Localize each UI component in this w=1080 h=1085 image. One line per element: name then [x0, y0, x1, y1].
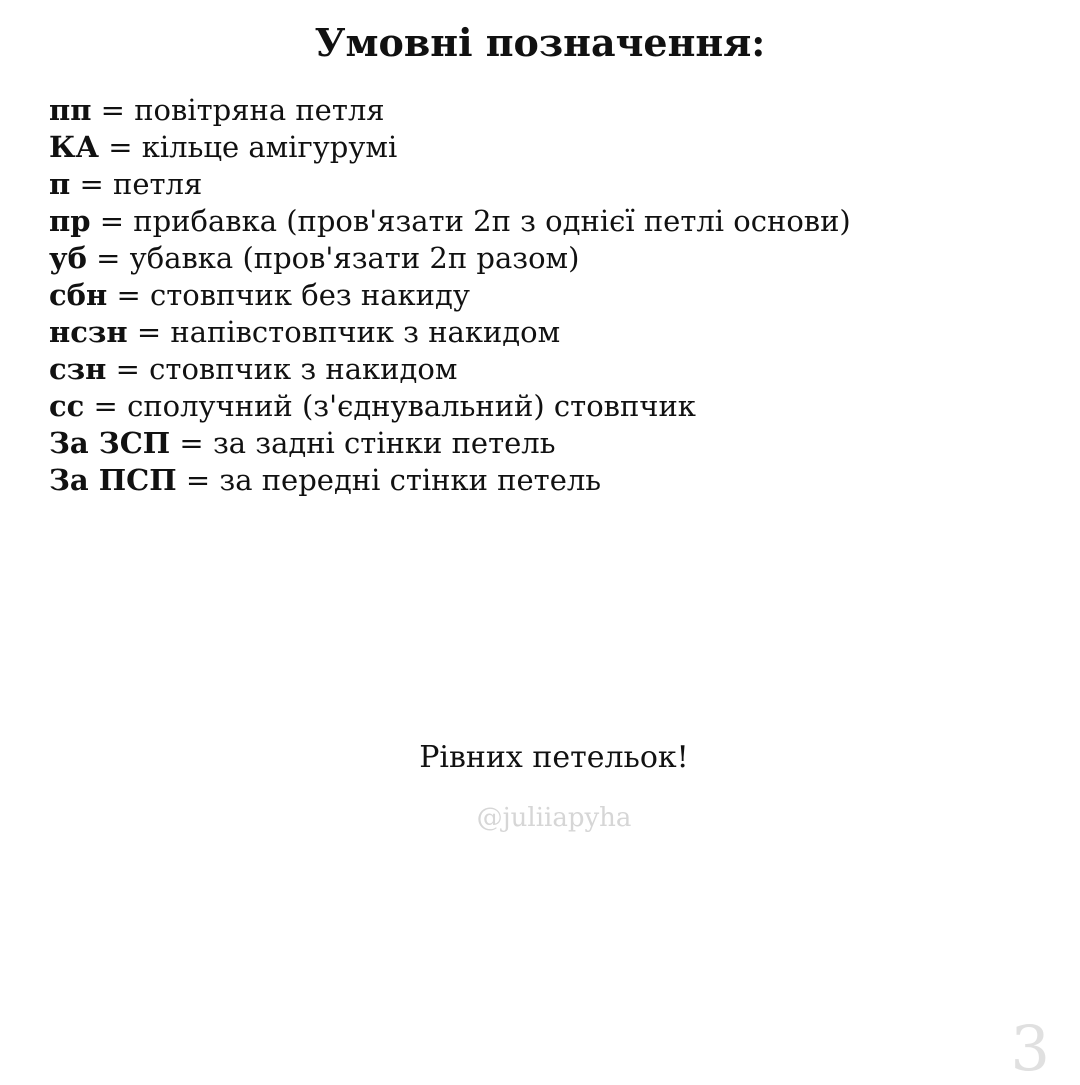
legend-separator: =	[106, 352, 150, 386]
legend-item	[49, 351, 1029, 388]
legend-item	[49, 425, 1029, 462]
legend-meaning: за задні стінки петель	[212, 426, 556, 460]
legend-item	[49, 314, 1029, 351]
legend-abbr: сс	[49, 389, 85, 423]
legend-meaning: сполучний (з'єднувальний) стовпчик	[127, 389, 696, 423]
legend-separator: =	[70, 167, 113, 201]
legend-meaning: убавка (пров'язати 2п разом)	[129, 241, 580, 275]
footer-message-text: Рівних петельок!	[419, 740, 689, 775]
legend-abbr: КА	[49, 130, 99, 164]
legend-item	[49, 129, 1029, 166]
legend-separator: =	[127, 315, 171, 349]
legend-meaning: за передні стінки петель	[219, 463, 602, 497]
legend-abbr: нсзн	[49, 315, 128, 349]
legend-list	[49, 92, 1029, 499]
legend-separator: =	[99, 130, 142, 164]
legend-meaning: стовпчик без накиду	[149, 278, 470, 312]
legend-abbr: пп	[49, 93, 92, 127]
page-number: 3	[1010, 1012, 1050, 1085]
legend-abbr: уб	[49, 241, 87, 275]
legend-separator: =	[176, 463, 220, 497]
legend-separator: =	[84, 389, 128, 423]
legend-abbr: За ЗСП	[49, 426, 171, 460]
legend-item	[49, 240, 1029, 277]
legend-item	[49, 388, 1029, 425]
legend-separator: =	[107, 278, 150, 312]
author-handle: @juliiapyha	[476, 803, 632, 833]
legend-meaning: кільце амігурумі	[141, 130, 398, 164]
legend-abbr: пр	[49, 204, 91, 238]
legend-separator: =	[91, 93, 135, 127]
legend-meaning: прибавка (пров'язати 2п з однієї петлі основи)	[133, 204, 851, 238]
legend-separator: =	[170, 426, 213, 460]
legend-abbr: п	[49, 167, 71, 201]
legend-item	[49, 166, 1029, 203]
legend-separator: =	[86, 241, 130, 275]
legend-item	[49, 92, 1029, 129]
footer-message	[0, 740, 1080, 775]
legend-abbr: За ПСП	[49, 463, 177, 497]
legend-meaning: стовпчик з накидом	[149, 352, 458, 386]
legend-item	[49, 203, 1029, 240]
legend-item	[49, 277, 1029, 314]
legend-meaning: напівстовпчик з накидом	[170, 315, 561, 349]
page-title: Умовні позначення:	[314, 20, 766, 65]
legend-separator: =	[90, 204, 134, 238]
legend-meaning: повітряна петля	[134, 93, 385, 127]
legend-item	[49, 462, 1029, 499]
legend-abbr: сзн	[49, 352, 107, 386]
legend-meaning: петля	[112, 167, 203, 201]
legend-abbr: сбн	[49, 278, 108, 312]
